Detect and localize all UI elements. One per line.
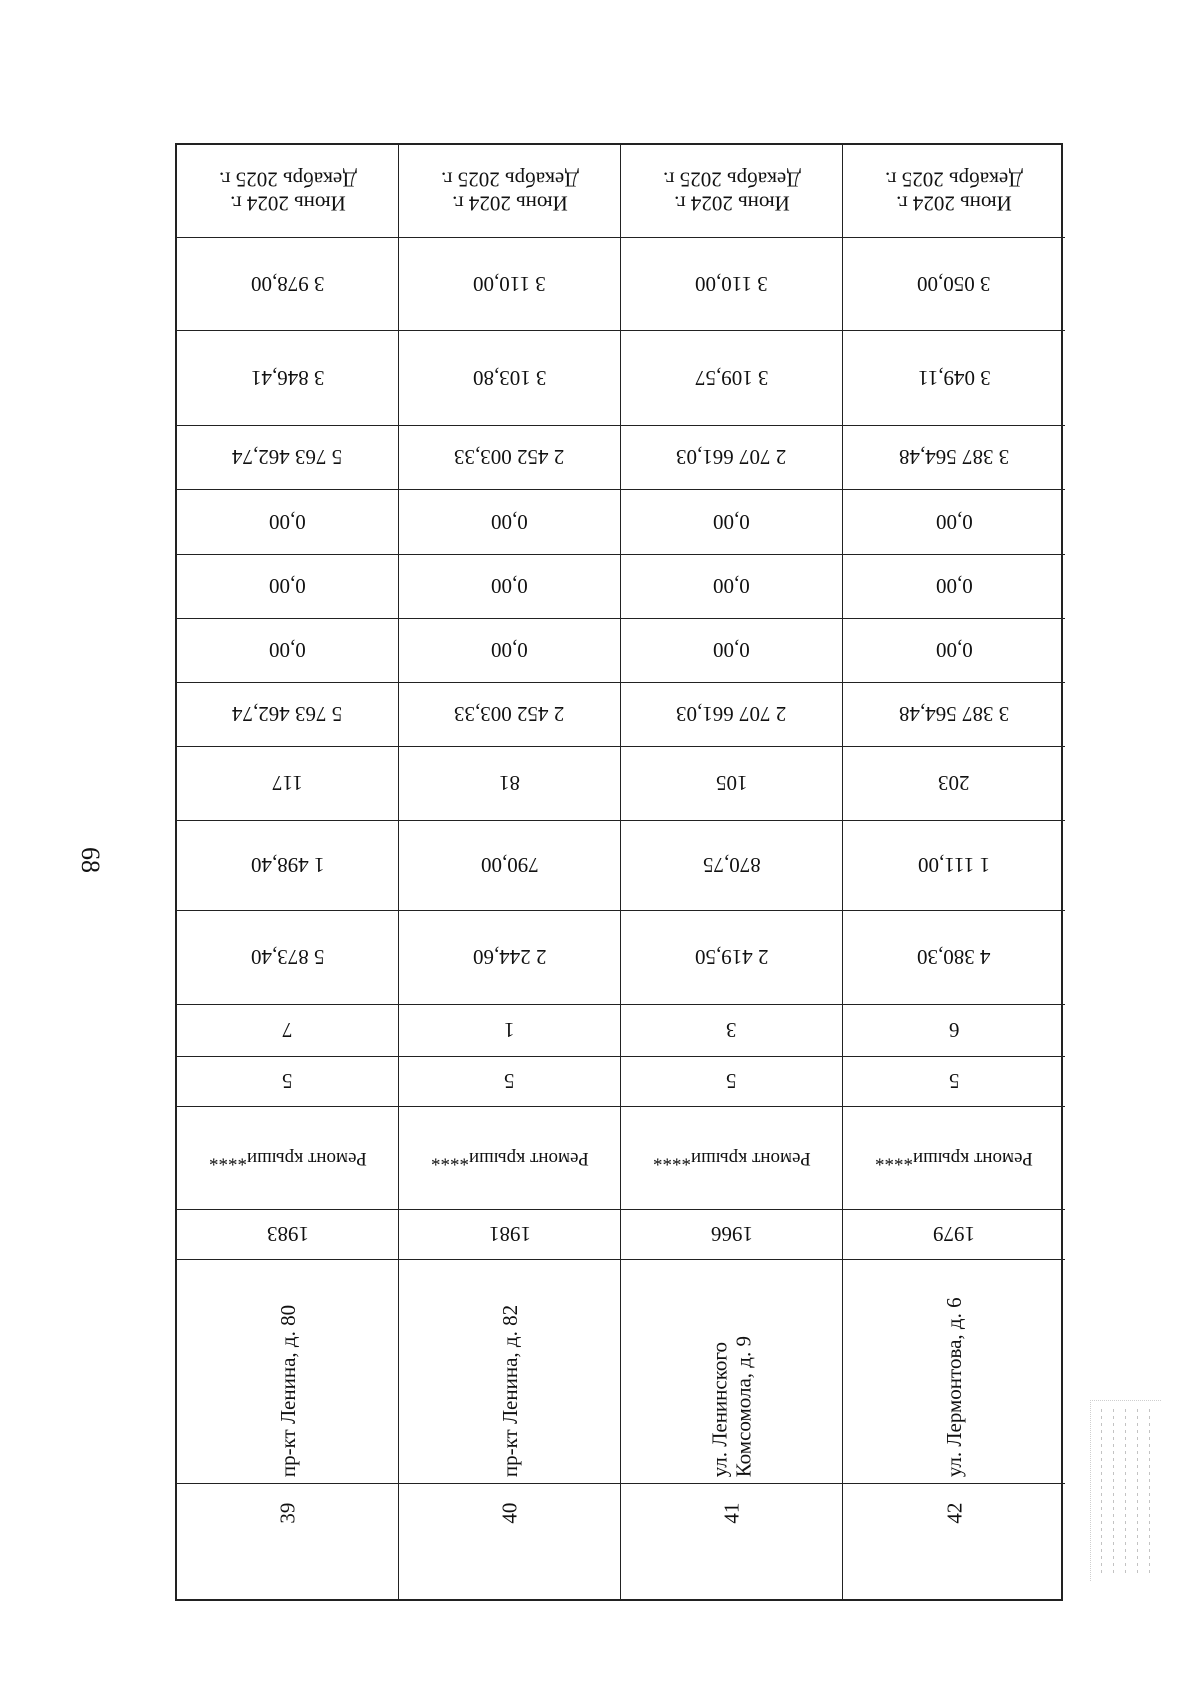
cost-total-value: 2 452 003,33 xyxy=(454,702,565,727)
cost-total-value: 3 387 564,48 xyxy=(898,702,1010,727)
cell-work xyxy=(843,1107,1065,1210)
period-start: Июнь 2024 г. xyxy=(229,191,346,216)
fund-b-value: 0,00 xyxy=(713,574,750,599)
unit-cost-value: 3 049,11 xyxy=(917,366,991,391)
cell-living-area xyxy=(621,821,842,911)
fund-owners-value: 2 452 003,33 xyxy=(454,445,565,470)
record-40 xyxy=(399,145,621,1599)
fund-b-value: 0,00 xyxy=(491,574,528,599)
cell-year xyxy=(399,1210,620,1260)
cell-fund-owners xyxy=(177,426,398,490)
address-line: Комсомола, д. 9 xyxy=(731,1335,756,1477)
cell-fund-b xyxy=(843,555,1065,619)
address xyxy=(498,1305,522,1477)
year-value: 1979 xyxy=(933,1222,975,1247)
cell-fund-c xyxy=(399,490,620,555)
cell-cost-total xyxy=(177,683,398,747)
unit-cost-value: 3 103,80 xyxy=(472,366,547,391)
year-value: 1983 xyxy=(266,1222,309,1247)
work-value: Ремонт крыши**** xyxy=(875,1147,1033,1169)
living-area-value: 790,00 xyxy=(480,853,539,878)
address-line: ул. Лермонтова, д. 6 xyxy=(941,1297,966,1477)
cell-unit-max xyxy=(399,238,620,331)
period-end: Декабрь 2025 г. xyxy=(885,167,1023,191)
living-area-value: 870,75 xyxy=(702,853,761,878)
fund-c-value: 0,00 xyxy=(269,510,306,535)
cell-work xyxy=(177,1107,398,1210)
cell-residents xyxy=(843,747,1065,821)
address-line: ул. Ленинского xyxy=(707,1341,732,1477)
cell-year xyxy=(177,1210,398,1260)
cell-fund-a xyxy=(621,619,842,683)
record-41 xyxy=(621,145,843,1599)
cell-floors xyxy=(177,1057,398,1107)
residents-value: 105 xyxy=(715,771,748,796)
fund-c-value: 0,00 xyxy=(713,510,750,535)
entrances-value: 1 xyxy=(504,1018,515,1043)
address-line: пр-кт Ленина, д. 82 xyxy=(497,1304,522,1477)
cost-total-value: 2 707 661,03 xyxy=(676,702,787,727)
floors-value: 5 xyxy=(948,1069,960,1094)
cell-fund-b xyxy=(177,555,398,619)
floors-value: 5 xyxy=(282,1069,293,1094)
work-value: Ремонт крыши**** xyxy=(652,1147,811,1169)
cell-residents xyxy=(399,747,620,821)
period-end: Декабрь 2025 г. xyxy=(662,167,801,191)
residents-value: 81 xyxy=(499,771,520,796)
row-number-cell xyxy=(399,1483,620,1543)
cell-cost-total xyxy=(843,683,1065,747)
cell-floors xyxy=(843,1057,1065,1107)
cell-unit-max xyxy=(843,238,1065,331)
cell-floors xyxy=(621,1057,842,1107)
record-39 xyxy=(177,145,399,1599)
stamp-mark xyxy=(1090,1400,1161,1581)
unit-cost-value: 3 109,57 xyxy=(694,366,769,391)
address-line: пр-кт Ленина, д. 80 xyxy=(275,1304,300,1477)
cell-period xyxy=(843,145,1065,238)
cost-total-value: 5 763 462,74 xyxy=(232,702,343,727)
cell-entrances xyxy=(843,1005,1065,1057)
cell-entrances xyxy=(399,1005,620,1057)
floors-value: 5 xyxy=(726,1069,737,1094)
cell-living-area xyxy=(843,821,1065,911)
address xyxy=(708,1336,756,1477)
cell-fund-c xyxy=(621,490,842,555)
unit-max-value: 3 110,00 xyxy=(473,272,546,297)
cell-address xyxy=(843,1260,1065,1543)
address xyxy=(276,1305,300,1477)
unit-cost-value: 3 846,41 xyxy=(250,366,325,391)
cell-fund-b xyxy=(399,555,620,619)
cell-fund-c xyxy=(177,490,398,555)
cell-residents xyxy=(177,747,398,821)
cell-cost-total xyxy=(621,683,842,747)
repair-schedule-table xyxy=(175,143,1063,1601)
cell-unit-cost xyxy=(399,331,620,426)
cell-year xyxy=(621,1210,842,1260)
fund-owners-value: 2 707 661,03 xyxy=(676,445,787,470)
period-end: Декабрь 2025 г. xyxy=(218,167,357,191)
row-number-cell xyxy=(621,1483,842,1543)
cell-unit-cost xyxy=(177,331,398,426)
total-area-value: 2 419,50 xyxy=(694,945,769,970)
row-number: 39 xyxy=(275,1502,300,1524)
fund-c-value: 0,00 xyxy=(491,510,528,535)
period-start: Июнь 2024 г. xyxy=(673,191,790,216)
work-value: Ремонт крыши**** xyxy=(430,1147,589,1169)
cell-total-area xyxy=(399,911,620,1005)
residents-value: 117 xyxy=(272,771,303,796)
fund-b-value: 0,00 xyxy=(935,574,973,599)
work-value: Ремонт крыши**** xyxy=(208,1147,367,1169)
cell-fund-owners xyxy=(843,426,1065,490)
row-number: 40 xyxy=(497,1502,522,1524)
cell-entrances xyxy=(177,1005,398,1057)
period-start: Июнь 2024 г. xyxy=(896,191,1012,216)
unit-max-value: 3 110,00 xyxy=(695,272,768,297)
cell-work xyxy=(621,1107,842,1210)
year-value: 1966 xyxy=(710,1222,753,1247)
cell-total-area xyxy=(177,911,398,1005)
row-number: 42 xyxy=(941,1502,966,1524)
cell-fund-c xyxy=(843,490,1065,555)
cell-fund-owners xyxy=(399,426,620,490)
unit-max-value: 3 978,00 xyxy=(250,272,325,297)
fund-b-value: 0,00 xyxy=(269,574,306,599)
cell-fund-a xyxy=(843,619,1065,683)
cell-year xyxy=(843,1210,1065,1260)
cell-unit-max xyxy=(621,238,842,331)
period-end: Декабрь 2025 г. xyxy=(440,167,579,191)
row-number: 41 xyxy=(719,1502,744,1524)
cell-period xyxy=(399,145,620,238)
floors-value: 5 xyxy=(504,1069,515,1094)
cell-fund-b xyxy=(621,555,842,619)
cell-period xyxy=(177,145,398,238)
cell-total-area xyxy=(621,911,842,1005)
fund-a-value: 0,00 xyxy=(713,638,750,663)
fund-a-value: 0,00 xyxy=(935,638,973,663)
address xyxy=(942,1297,966,1477)
cell-unit-cost xyxy=(843,331,1065,426)
cell-residents xyxy=(621,747,842,821)
entrances-value: 6 xyxy=(948,1018,960,1043)
cell-address xyxy=(399,1260,620,1543)
record-42 xyxy=(843,145,1065,1599)
cell-period xyxy=(621,145,842,238)
row-number-cell xyxy=(843,1483,1065,1543)
total-area-value: 5 873,40 xyxy=(250,945,325,970)
entrances-value: 3 xyxy=(726,1018,737,1043)
cell-address xyxy=(621,1260,842,1543)
fund-owners-value: 3 387 564,48 xyxy=(898,445,1010,470)
living-area-value: 1 498,40 xyxy=(250,853,325,878)
entrances-value: 7 xyxy=(282,1018,293,1043)
total-area-value: 4 380,30 xyxy=(917,945,991,970)
fund-owners-value: 5 763 462,74 xyxy=(232,445,343,470)
cell-living-area xyxy=(399,821,620,911)
fund-c-value: 0,00 xyxy=(935,510,973,535)
cell-unit-max xyxy=(177,238,398,331)
cell-entrances xyxy=(621,1005,842,1057)
cell-total-area xyxy=(843,911,1065,1005)
total-area-value: 2 244,60 xyxy=(472,945,547,970)
unit-max-value: 3 050,00 xyxy=(917,272,991,297)
residents-value: 203 xyxy=(938,771,970,796)
cell-fund-owners xyxy=(621,426,842,490)
cell-fund-a xyxy=(177,619,398,683)
page-number: 68 xyxy=(76,847,105,873)
cell-address xyxy=(177,1260,398,1543)
cell-floors xyxy=(399,1057,620,1107)
cell-fund-a xyxy=(399,619,620,683)
year-value: 1981 xyxy=(488,1222,531,1247)
fund-a-value: 0,00 xyxy=(269,638,306,663)
row-number-cell xyxy=(177,1483,398,1543)
cell-work xyxy=(399,1107,620,1210)
living-area-value: 1 111,00 xyxy=(918,853,990,878)
cell-living-area xyxy=(177,821,398,911)
cell-cost-total xyxy=(399,683,620,747)
fund-a-value: 0,00 xyxy=(491,638,528,663)
cell-unit-cost xyxy=(621,331,842,426)
period-start: Июнь 2024 г. xyxy=(451,191,568,216)
